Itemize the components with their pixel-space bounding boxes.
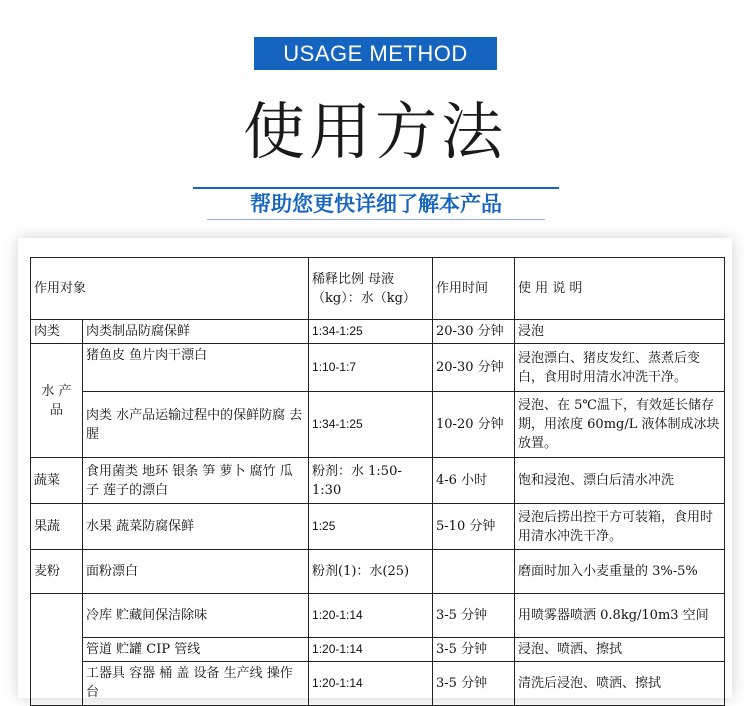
usage-method-badge: USAGE METHOD <box>254 37 497 70</box>
table-row <box>31 344 725 392</box>
row-instructions: 浸泡、在 5℃温下，有效延长储存期，用浓度 60mg/L 液体制成冰块放置。 <box>515 392 725 458</box>
table-header-row <box>31 258 725 320</box>
row-dilution: 1:34-1:25 <box>309 392 433 458</box>
row-instructions: 用喷雾器喷洒 0.8kg/10m3 空间 <box>515 594 725 638</box>
row-dilution: 1:25 <box>309 504 433 550</box>
row-time: 10-20 分钟 <box>433 392 515 458</box>
row-time: 3-5 分钟 <box>433 594 515 638</box>
header-instructions: 使 用 说 明 <box>515 258 725 320</box>
table-row <box>31 550 725 594</box>
subtitle-bottom-rule <box>207 219 545 220</box>
row-time: 4-6 小时 <box>433 458 515 504</box>
row-dilution: 1:10-1:7 <box>309 344 433 392</box>
row-object: 猪鱼皮 鱼片肉干漂白 <box>83 344 309 392</box>
row-instructions: 清洗后浸泡、喷洒、擦拭 <box>515 662 725 706</box>
row-time: 20-30 分钟 <box>433 344 515 392</box>
header-time: 作用时间 <box>433 258 515 320</box>
row-instructions: 磨面时加入小麦重量的 3%-5% <box>515 550 725 594</box>
table-row <box>31 458 725 504</box>
table-row <box>31 392 725 458</box>
subtitle-top-rule <box>193 187 559 189</box>
table-row <box>31 638 725 662</box>
row-object: 肉类 水产品运输过程中的保鲜防腐 去腥 <box>83 392 309 458</box>
row-dilution: 1:20-1:14 <box>309 594 433 638</box>
header-dilution: 稀释比例 母液（kg）：水（kg） <box>309 258 433 320</box>
row-time: 20-30 分钟 <box>433 320 515 344</box>
row-object: 冷库 贮藏间保洁除味 <box>83 594 309 638</box>
row-category: 水 产 品 <box>31 344 83 458</box>
row-time: 3-5 分钟 <box>433 662 515 706</box>
row-object: 食用菌类 地环 银条 笋 萝卜 腐竹 瓜子 莲子的漂白 <box>83 458 309 504</box>
table-row <box>31 320 725 344</box>
row-category: 麦粉 <box>31 550 83 594</box>
row-time <box>433 550 515 594</box>
row-object: 工器具 容器 桶 盖 设备 生产线 操作台 <box>83 662 309 706</box>
row-instructions: 浸泡、喷洒、擦拭 <box>515 638 725 662</box>
row-category: 果蔬 <box>31 504 83 550</box>
row-dilution: 1:20-1:14 <box>309 662 433 706</box>
row-object: 肉类制品防腐保鲜 <box>83 320 309 344</box>
row-instructions: 浸泡 <box>515 320 725 344</box>
subtitle: 帮助您更快详细了解本产品 <box>250 192 502 216</box>
table-row <box>31 662 725 706</box>
row-category: 肉类 <box>31 320 83 344</box>
subtitle-block <box>193 185 559 221</box>
row-instructions: 浸泡后捞出控干方可装箱，食用时用清水冲洗干净。 <box>515 504 725 550</box>
row-instructions: 饱和浸泡、漂白后清水冲洗 <box>515 458 725 504</box>
row-instructions: 浸泡漂白、猪皮发红、蒸煮后变白，食用时用清水冲洗干净。 <box>515 344 725 392</box>
row-object: 管道 贮罐 CIP 管线 <box>83 638 309 662</box>
row-time: 3-5 分钟 <box>433 638 515 662</box>
row-dilution: 粉剂(1)：水(25) <box>309 550 433 594</box>
table-row <box>31 594 725 638</box>
table-row <box>31 504 725 550</box>
row-category: 蔬菜 <box>31 458 83 504</box>
page-title: 使用方法 <box>242 95 507 168</box>
row-time: 5-10 分钟 <box>433 504 515 550</box>
row-dilution: 粉剂：水 1:50-1:30 <box>309 458 433 504</box>
row-dilution: 1:20-1:14 <box>309 638 433 662</box>
row-object: 面粉漂白 <box>83 550 309 594</box>
usage-table <box>30 257 725 706</box>
usage-document <box>18 238 732 698</box>
row-object: 水果 蔬菜防腐保鲜 <box>83 504 309 550</box>
header-object: 作用对象 <box>31 258 309 320</box>
row-dilution: 1:34-1:25 <box>309 320 433 344</box>
